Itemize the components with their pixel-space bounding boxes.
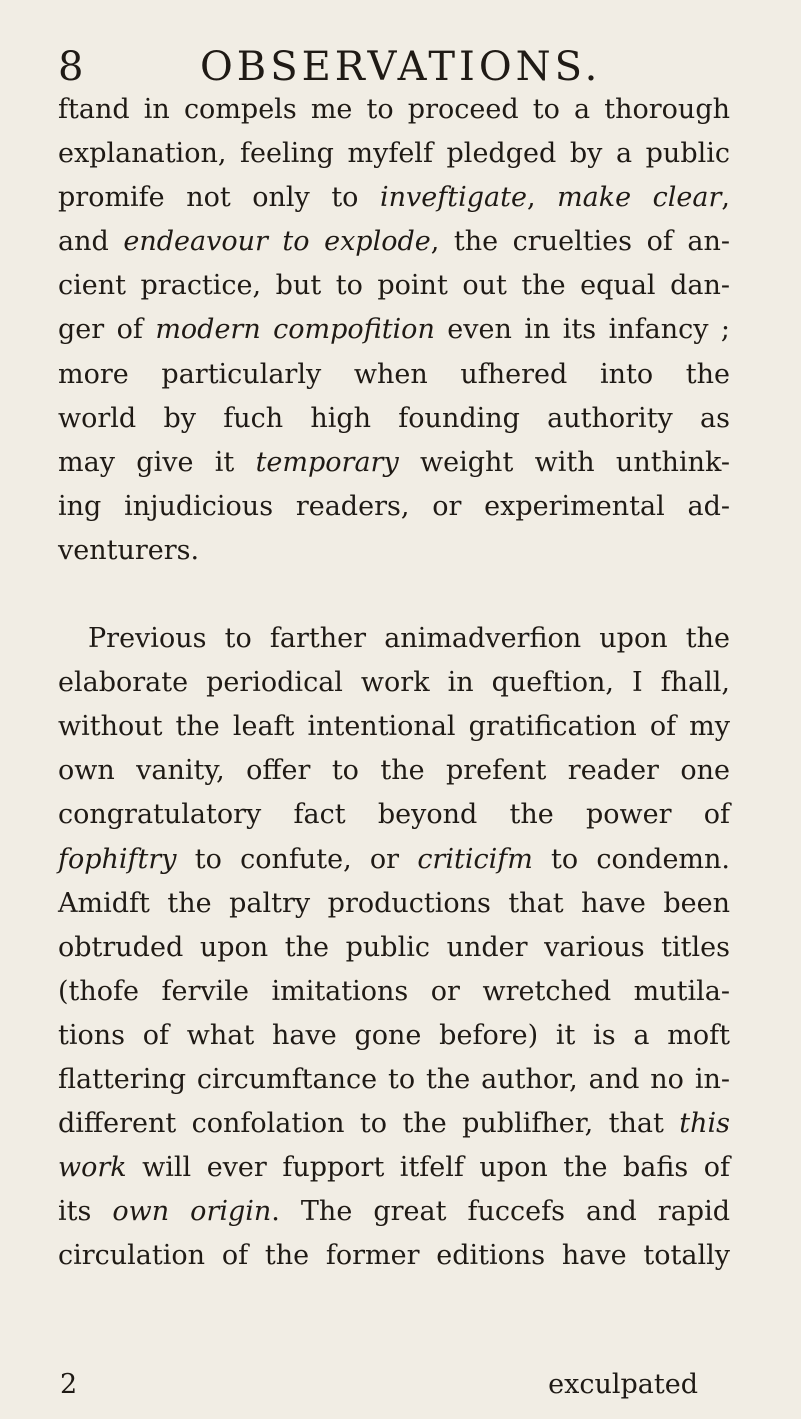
text-line: without the leaft intentional gratification of my	[58, 711, 730, 743]
text-line	[58, 838, 730, 882]
text-run: will ever fupport itfelf upon the bafis of	[126, 1152, 730, 1184]
text-line: congratulatory fact beyond the power of	[58, 799, 730, 831]
text-run: ,	[526, 182, 558, 214]
text-run: different confolation to the publifher, that	[58, 1108, 680, 1140]
text-line: own vanity, offer to the prefent reader one	[58, 755, 730, 787]
text-line: ing injudicious readers, or experimental ad-	[58, 490, 730, 522]
text-line	[58, 1102, 730, 1146]
emphasis-text: own origin	[112, 1196, 272, 1228]
emphasis-text: fophiftry	[58, 843, 177, 875]
text-run: its	[58, 1196, 113, 1228]
text-run: may give it	[58, 446, 256, 478]
text-run: even in its infancy ;	[434, 314, 731, 346]
emphasis-text: this	[679, 1108, 730, 1140]
text-run: , the cruelties of an-	[430, 226, 731, 258]
paragraph-gap	[58, 573, 730, 617]
text-run: and	[58, 226, 124, 258]
text-line	[58, 308, 730, 352]
text-run: ,	[721, 182, 730, 214]
text-line	[58, 220, 730, 264]
paragraph	[58, 617, 730, 1278]
page-footer	[58, 1363, 730, 1407]
paragraph	[58, 88, 730, 573]
text-run: promife not only to	[58, 182, 380, 214]
emphasis-text: endeavour to explode	[123, 226, 431, 258]
text-line: flattering circumftance to the author, and no in-	[58, 1063, 730, 1095]
text-line: world by fuch high founding authority as	[58, 402, 730, 434]
text-line: Amidft the paltry productions that have been	[58, 887, 730, 919]
text-line: cient practice, but to point out the equal dan-	[58, 270, 730, 302]
signature-mark: 2	[60, 1369, 78, 1400]
text-line	[58, 176, 730, 220]
text-run: . The great fuccefs and rapid	[271, 1196, 730, 1228]
text-line: more particularly when ufhered into the	[58, 358, 730, 390]
text-line	[58, 1190, 730, 1234]
emphasis-text: modern compofition	[155, 314, 435, 346]
running-head: OBSERVATIONS.	[200, 44, 602, 90]
text-line	[58, 1146, 730, 1190]
emphasis-text: criticifm	[417, 843, 533, 875]
text-line: venturers.	[58, 534, 200, 566]
page-header	[58, 42, 718, 92]
text-run: weight with unthink-	[398, 446, 730, 478]
emphasis-text: work	[58, 1152, 127, 1184]
page-number: 8	[58, 44, 84, 90]
catchword: exculpated	[548, 1369, 698, 1400]
text-run: to confute, or	[176, 843, 418, 875]
text-line: obtruded upon the public under various titles	[58, 931, 730, 963]
emphasis-text: inveftigate	[379, 182, 527, 214]
text-run: ger of	[58, 314, 156, 346]
emphasis-text: make clear	[557, 182, 722, 214]
text-line: explanation, feeling myfelf pledged by a public	[58, 138, 730, 170]
text-line	[58, 441, 730, 485]
text-line: tions of what have gone before) it is a moft	[58, 1019, 730, 1051]
body-text	[58, 88, 730, 1278]
text-line: circulation of the former editions have totally	[58, 1240, 730, 1272]
text-line: Previous to farther animadverfion upon the	[88, 623, 730, 655]
emphasis-text: temporary	[255, 446, 399, 478]
text-run: to condemn.	[532, 843, 730, 875]
text-line: elaborate periodical work in queftion, I fhall,	[58, 667, 730, 699]
text-line: ftand in compels me to proceed to a thorough	[58, 94, 730, 125]
text-line: (thofe fervile imitations or wretched mutila-	[58, 975, 730, 1007]
